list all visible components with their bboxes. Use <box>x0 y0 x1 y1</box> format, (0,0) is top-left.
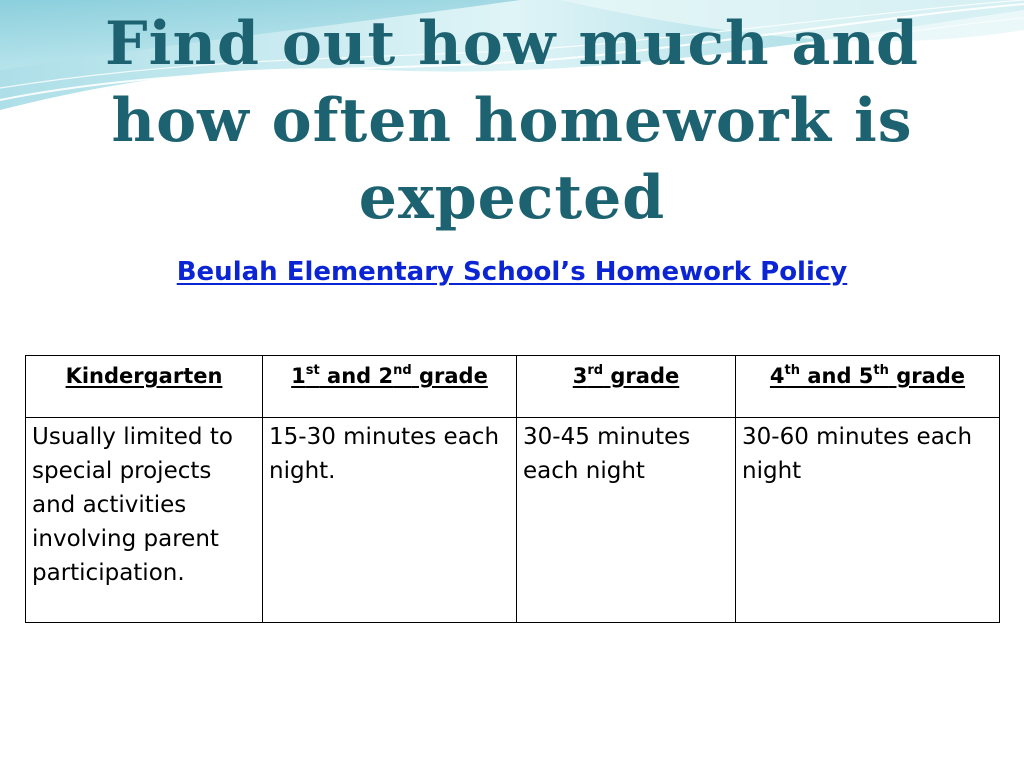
homework-policy-link-wrap <box>0 252 1024 292</box>
cell-grades-1-2: 15-30 minutes each night. <box>263 418 517 623</box>
header-cell <box>263 356 517 418</box>
homework-table <box>25 355 1000 623</box>
ordinal-suffix: th <box>784 363 801 378</box>
ordinal-suffix: th <box>873 363 889 378</box>
homework-policy-link[interactable]: Beulah Elementary School’s Homework Policy <box>176 257 848 287</box>
header-cell <box>517 356 736 418</box>
table-header-row <box>26 356 1000 418</box>
ordinal-suffix: rd <box>587 363 604 378</box>
header-kindergarten: Kindergarten <box>65 364 223 388</box>
header-grades-1-2: 1st and 2nd grade <box>291 363 488 388</box>
header-cell <box>736 356 1000 418</box>
cell-kindergarten: Usually limited to special projects and activities involving parent participation. <box>26 418 263 623</box>
ordinal-suffix: st <box>305 363 320 378</box>
slide-title: Find out how much and how often homework is expected <box>105 9 919 233</box>
cell-grades-4-5: 30-60 minutes each night <box>736 418 1000 623</box>
header-grades-4-5: 4th and 5th grade <box>769 363 966 388</box>
header-grade-3: 3rd grade <box>572 363 680 388</box>
cell-grade-3: 30-45 minutes each night <box>517 418 736 623</box>
table-row <box>26 418 1000 623</box>
header-cell <box>26 356 263 418</box>
ordinal-suffix: nd <box>393 363 412 378</box>
